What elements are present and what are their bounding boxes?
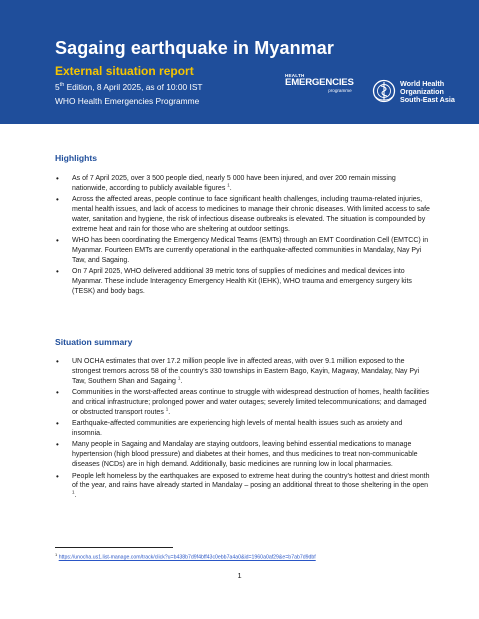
list-item (55, 236, 432, 266)
he-logo-bottom: programme (328, 88, 352, 93)
bullet-icon: • (56, 471, 59, 481)
bullet-icon: • (56, 419, 59, 429)
list-item (55, 419, 432, 439)
list-item (55, 174, 432, 194)
bullet-icon: • (56, 440, 59, 450)
item-text: WHO has been coordinating the Emergency Medical Teams (EMTs) through an EMT Coordination Cell (EMTCC) in Myanmar. Fourteen EMTs are currently operational in the earthquake-affected communities in Mandalay, Nay Pyi Taw, and Sagaing. (72, 237, 429, 265)
who-emblem-icon (372, 79, 396, 103)
list-item (55, 195, 432, 235)
bullet-icon: • (56, 174, 59, 183)
footnote-ref: 1 (72, 490, 75, 496)
item-text: On 7 April 2025, WHO delivered additional 39 metric tons of supplies of medicines and medical devices into Myanmar. These include Interagency Emergency Health Kit (IEHK), WHO trauma and emergency surgery kits (TESK) and body bags. (72, 268, 412, 296)
he-logo-main: EMERGENCIES (285, 77, 354, 88)
item-end: . (180, 377, 183, 385)
item-end: . (229, 184, 232, 192)
footnote-link[interactable]: https://unocha.us1.list-manage.com/track/click?u=b438b7d9f4bff43c0ebb7a4a0&id=1960a0af29&e=b7ab7d9dbf (58, 554, 316, 561)
item-text: Earthquake-affected communities are experiencing high levels of mental health issues such as anxiety and insomnia. (72, 420, 403, 438)
edition-number: 5 (55, 82, 60, 92)
footnote-number: 1 (55, 552, 58, 557)
highlights-heading: Highlights (55, 153, 98, 163)
item-text: As of 7 April 2025, over 3 500 people died, nearly 5 000 have been injured, and over 200 remain missing nationwide, according to publicly available figures (72, 175, 396, 192)
bullet-icon: • (56, 388, 59, 398)
list-item (55, 440, 432, 470)
report-subtitle: External situation report (55, 64, 194, 78)
who-line-1: World Health (400, 79, 445, 88)
footnote-ref: 1 (227, 182, 230, 188)
situation-summary-heading: Situation summary (55, 337, 133, 347)
item-end: . (168, 408, 171, 416)
list-item (55, 267, 432, 297)
footnote-ref: 1 (177, 375, 181, 381)
bullet-icon: • (56, 267, 59, 277)
situation-list (55, 357, 432, 503)
item-text: Many people in Sagaing and Mandalay are staying outdoors, leaving behind essential medications to manage hypertension (high blood pressure) and diabetes at their homes, and thus medicines to treat non-communicable diseases (NCDs) are in high demand. Additionally, basic medicines are running low in local pharmacies. (72, 441, 418, 469)
item-text: Across the affected areas, people continue to face significant health challenges, including trauma-related injuries, mental health issues, and lack of access to medicines to manage their chronic diseases. With limited access to safe water, sanitation and hygiene, the risk of infectious disease outbreaks is elevated. The situation is compounded by extreme heat and rain for those who are sheltering at outdoor settings. (72, 196, 430, 233)
who-line-2: Organization (400, 87, 444, 97)
footnote-ref: 1 (165, 406, 169, 412)
report-title: Sagaing earthquake in Myanmar (55, 38, 334, 58)
highlights-list (55, 174, 432, 298)
page-number: 1 (237, 571, 242, 580)
bullet-icon: • (56, 195, 59, 205)
list-item (55, 357, 432, 387)
who-line-3: South-East Asia (400, 95, 455, 105)
footnote (55, 552, 316, 561)
bullet-icon: • (56, 236, 59, 246)
bullet-icon: • (56, 357, 59, 366)
list-item (55, 472, 432, 502)
footnote-divider (55, 547, 173, 548)
header-banner (0, 0, 479, 124)
edition-date: Edition, 8 April 2025, as of 10:00 IST (64, 82, 203, 92)
edition-ordinal: th (59, 82, 65, 89)
who-logo-text (400, 80, 455, 105)
item-text: Communities in the worst-affected areas continue to struggle with widespread destruction of homes, health facilities and critical infrastructure; prolonged power and water outages; severely limited telecommunications; and damaged or obstructed transport routes (72, 389, 430, 416)
health-emergencies-logo (285, 73, 354, 93)
he-logo-top: HEALTH (285, 73, 305, 78)
item-text: People left homeless by the earthquakes are exposed to extreme heat during the country’s hottest and driest month of the year, and rains have already started in Mandalay – posing an additional threat to those sheltering in the open (72, 472, 430, 490)
list-item (55, 388, 432, 418)
item-end: . (74, 492, 77, 500)
item-text: UN OCHA estimates that over 17.2 million people live in affected areas, with over 9.1 million exposed to the strongest tremors across 58 of the country’s 330 townships in Eastern Bago, Kayin, Magway, Mandalay, Nay Pyi Taw, Southern Shan and Sagaing (72, 358, 420, 385)
edition-line (55, 82, 203, 92)
programme-name: WHO Health Emergencies Programme (55, 96, 200, 106)
